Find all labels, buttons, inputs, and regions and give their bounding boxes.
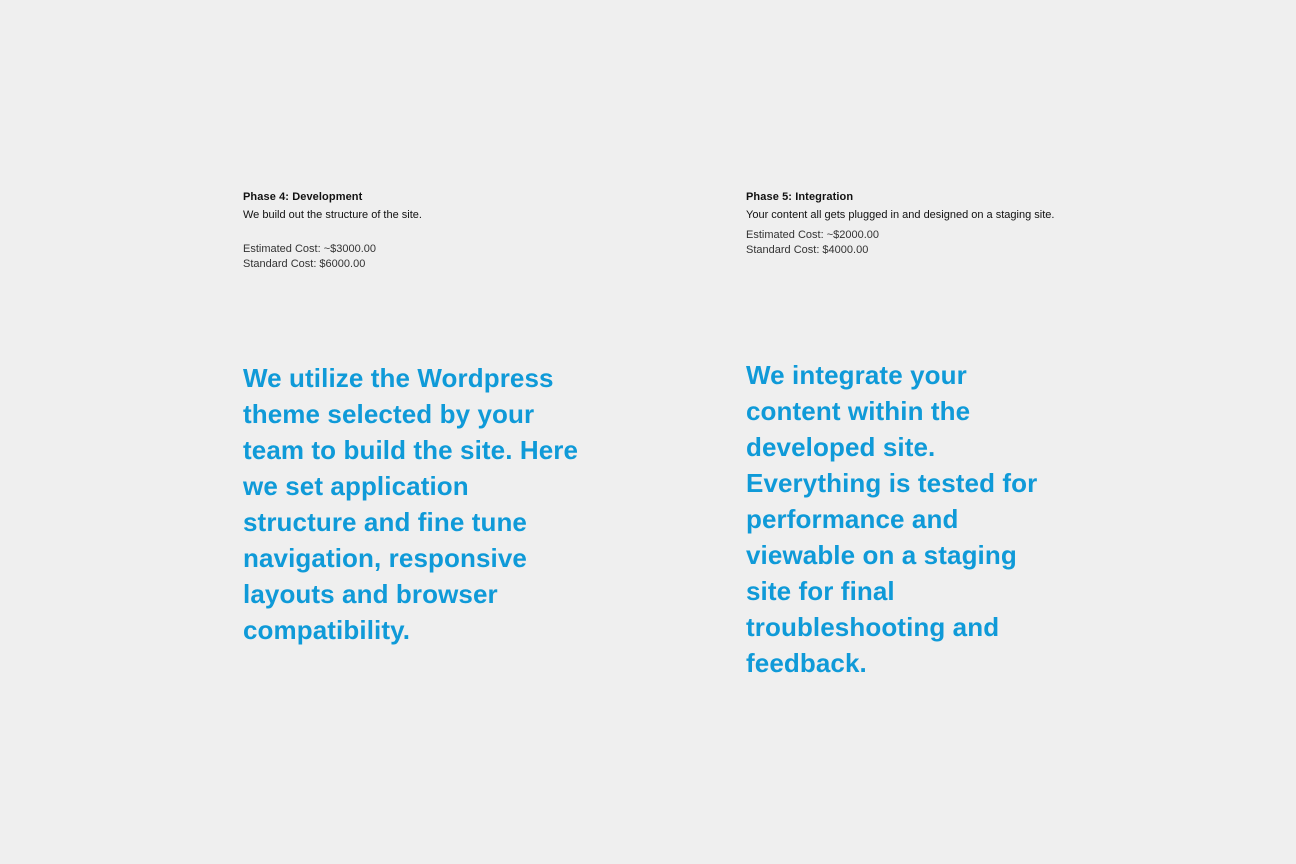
phase-4-detail: We utilize the Wordpress theme selected by your team to build the site. Here we set application structure and fine tune navigation, responsive layouts and browser compatibility. [243,363,579,645]
phase-5-detail: We integrate your content within the developed site. Everything is tested for performance and viewable on a staging site for final troubleshooting and feedback. [746,360,1038,678]
phase-5-title: Phase 5: Integration [746,191,854,203]
phase-4-estimated-cost: Estimated Cost: ~$3000.00 [243,243,376,255]
phase-5-description: Your content all gets plugged in and designed on a staging site. [746,209,1055,221]
phase-4-description: We build out the structure of the site. [243,209,422,221]
phase-4-title: Phase 4: Development [243,191,363,203]
phase-4-standard-cost: Standard Cost: $6000.00 [243,258,366,270]
phase-5-standard-cost: Standard Cost: $4000.00 [746,244,869,256]
phase-4-summary [243,190,663,272]
phase-5-summary [746,190,1066,258]
phase-5-estimated-cost: Estimated Cost: ~$2000.00 [746,229,879,241]
